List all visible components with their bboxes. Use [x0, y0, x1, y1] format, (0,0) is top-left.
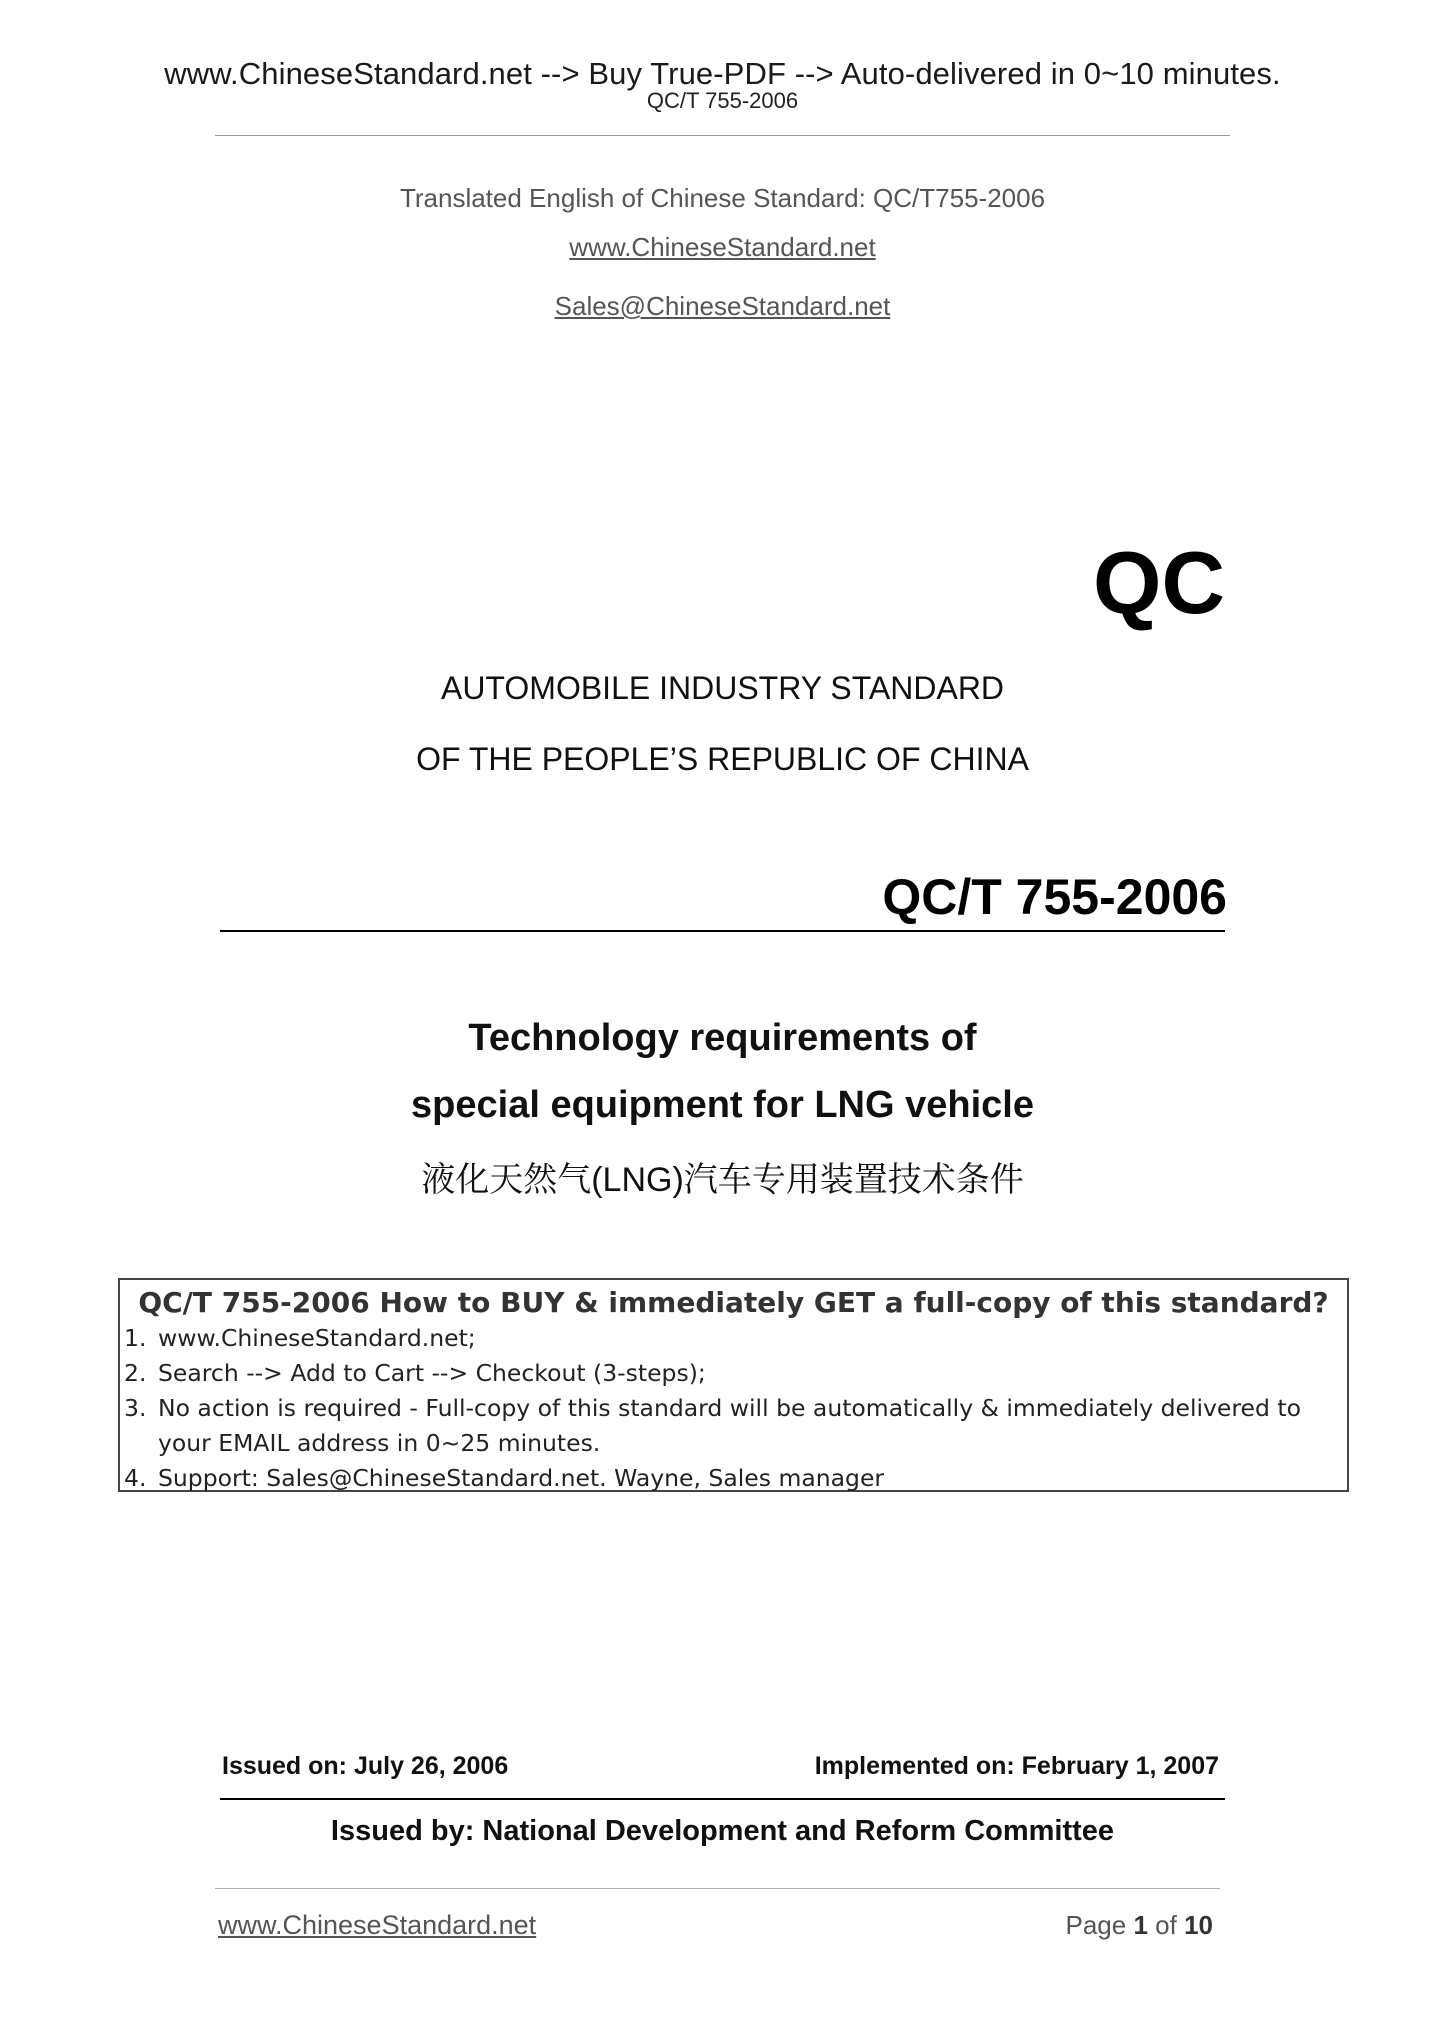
page-current: 1 — [1133, 1910, 1148, 1940]
translation-subtitle: Translated English of Chinese Standard: QC/T755-2006 — [399, 183, 1046, 213]
page-label: Page — [1065, 1910, 1127, 1940]
buy-step — [120, 1461, 1347, 1496]
buy-step — [120, 1391, 1347, 1426]
buy-step — [120, 1321, 1347, 1356]
step-number: 2. — [124, 1359, 147, 1387]
step-text: www.ChineseStandard.net; — [158, 1324, 476, 1352]
step-text: Search --> Add to Cart --> Checkout (3-steps); — [158, 1359, 706, 1387]
issue-rule — [220, 1798, 1225, 1800]
org-line-1: AUTOMOBILE INDUSTRY STANDARD — [440, 670, 1005, 706]
buy-box-heading: QC/T 755-2006 How to BUY & immediately GET a full-copy of this standard? — [138, 1286, 1329, 1319]
footer-website-link[interactable]: www.ChineseStandard.net — [218, 1910, 537, 1940]
issued-on-date: Issued on: July 26, 2006 — [222, 1752, 509, 1780]
implemented-on-date: Implemented on: February 1, 2007 — [814, 1752, 1219, 1780]
top-banner: www.ChineseStandard.net --> Buy True-PDF --> Auto-delivered in 0~10 minutes. — [164, 56, 1281, 91]
page-of: of — [1155, 1910, 1177, 1940]
step-number: 3. — [124, 1394, 147, 1422]
footer-link-wrap — [218, 1910, 536, 1941]
title-en-line-2: special equipment for LNG vehicle — [411, 1084, 1034, 1126]
standard-number: QC/T 755-2006 — [882, 869, 1227, 925]
step-text: Support: Sales@ChineseStandard.net. Wayne, Sales manager — [158, 1464, 885, 1492]
step-number: 4. — [124, 1464, 147, 1492]
title-chinese: 液化天然气(LNG)汽车专用装置技术条件 — [421, 1161, 1024, 1199]
step-number: 1. — [124, 1324, 147, 1352]
running-header: QC/T 755-2006 — [646, 88, 799, 113]
qc-logo-text: QC — [1093, 533, 1225, 632]
page-number — [1065, 1910, 1213, 1941]
email-link[interactable]: Sales@ChineseStandard.net — [554, 291, 891, 321]
website-link[interactable]: www.ChineseStandard.net — [569, 232, 876, 262]
header-divider — [215, 135, 1230, 136]
step-text: No action is required - Full-copy of this standard will be automatically & immediately delivered to — [158, 1394, 1301, 1422]
website-link-row — [0, 232, 1445, 263]
standard-number-rule — [220, 930, 1225, 932]
buy-step — [120, 1356, 1347, 1391]
issued-by: Issued by: National Development and Reform Committee — [330, 1815, 1115, 1847]
page-total: 10 — [1184, 1910, 1213, 1940]
buy-steps-list — [120, 1321, 1347, 1496]
org-line-2: OF THE PEOPLE’S REPUBLIC OF CHINA — [416, 741, 1029, 777]
buy-instructions-box — [118, 1278, 1349, 1492]
buy-step-continuation: your EMAIL address in 0~25 minutes. — [158, 1429, 601, 1457]
footer-divider — [215, 1888, 1220, 1889]
email-link-row — [0, 291, 1445, 322]
title-en-line-1: Technology requirements of — [468, 1017, 977, 1059]
